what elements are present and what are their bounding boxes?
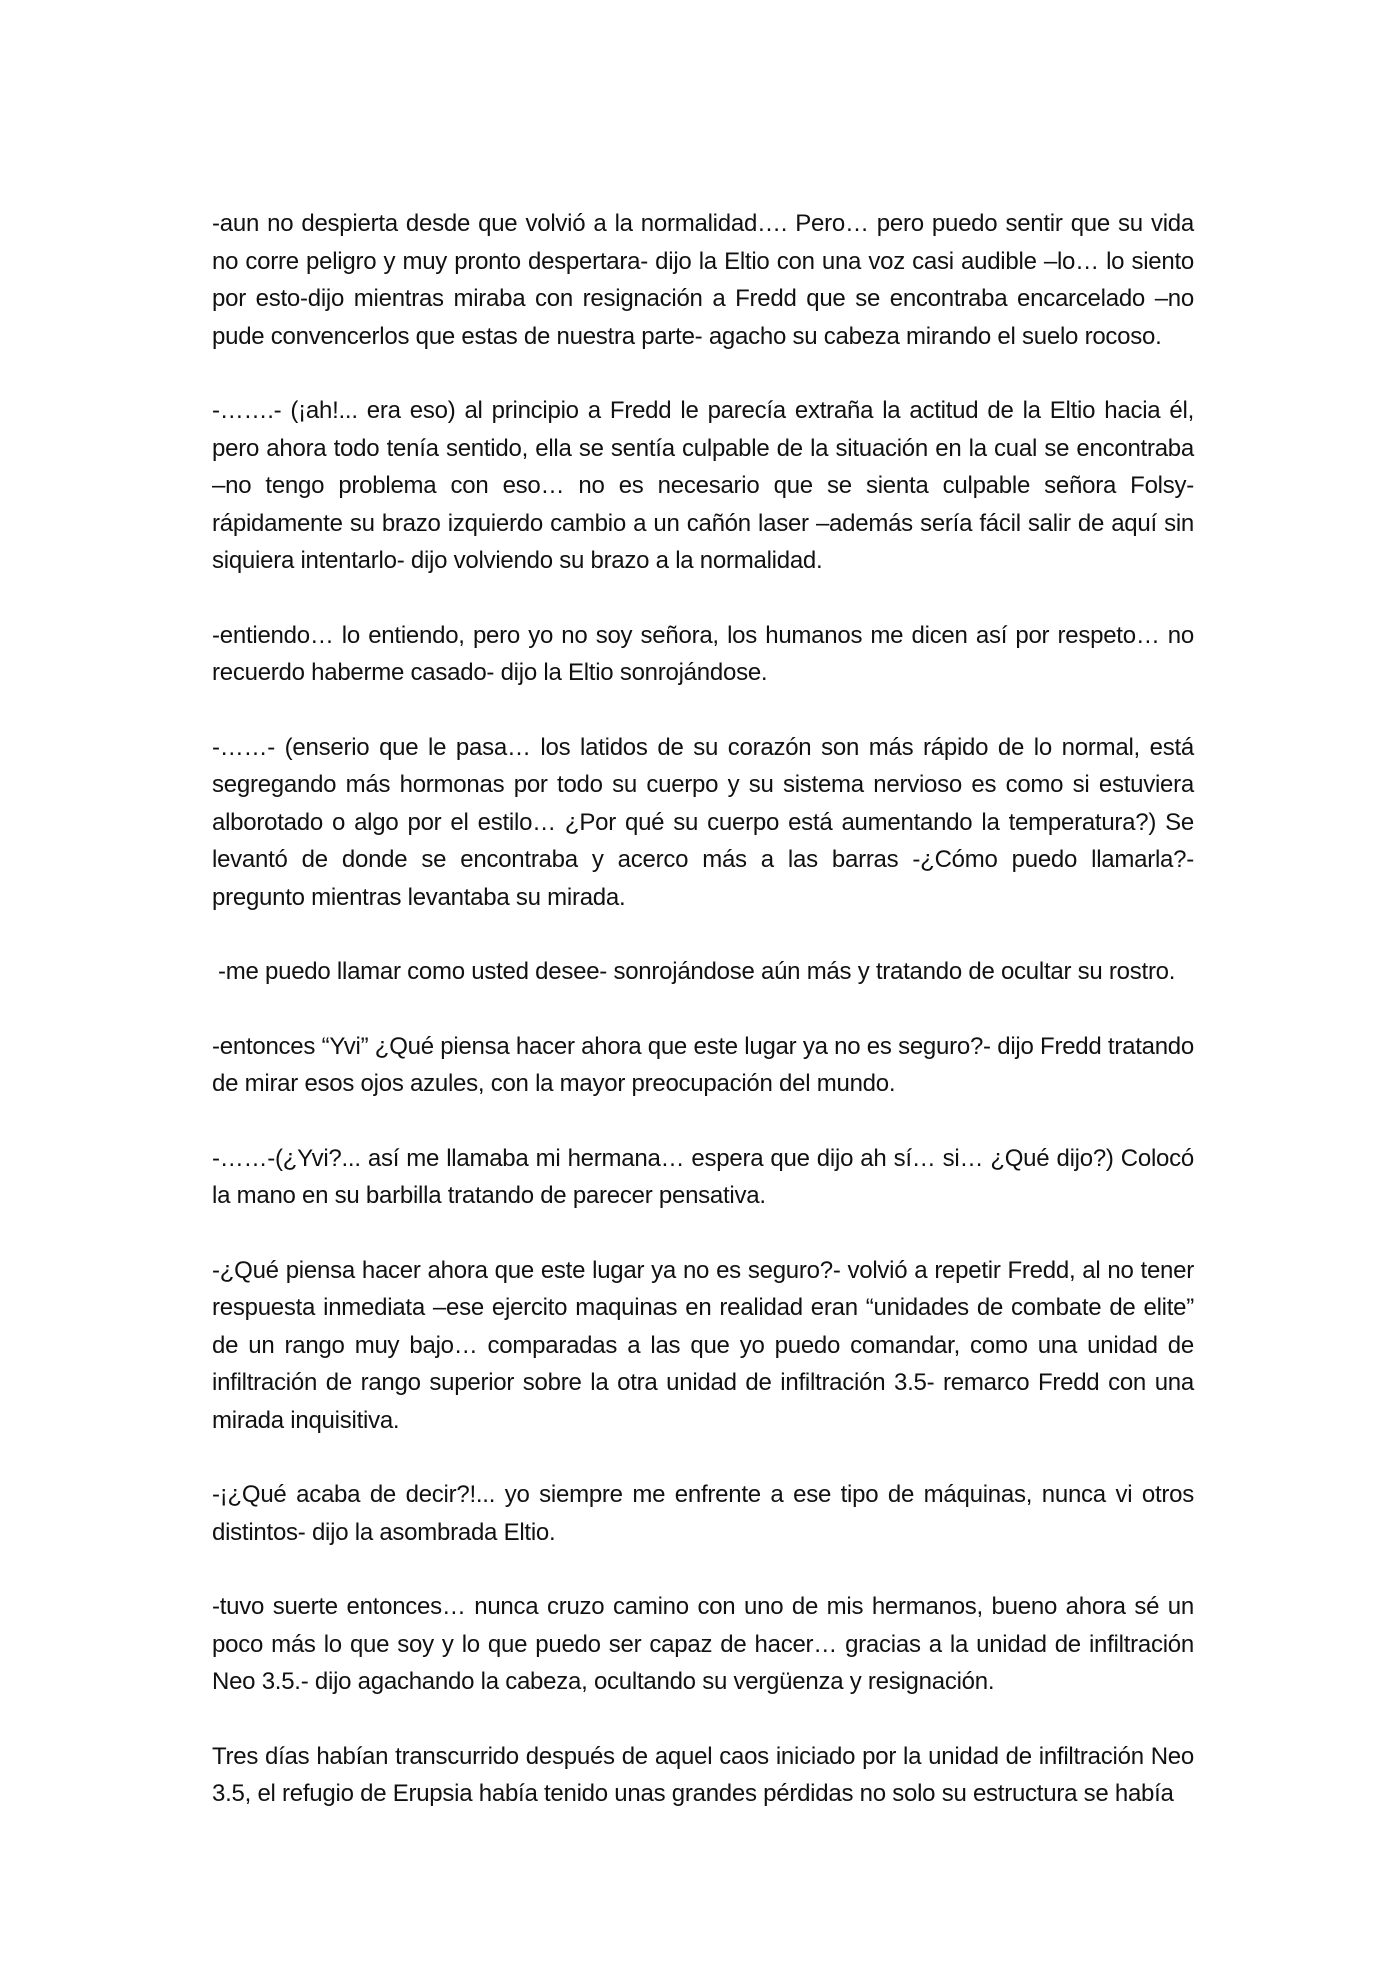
paragraph-6: -entonces “Yvi” ¿Qué piensa hacer ahora que este lugar ya no es seguro?- dijo Fredd tratando de mirar esos ojos azules, con la mayor preocupación del mundo. [212, 1032, 1194, 1097]
paragraph-11: Tres días habían transcurrido después de aquel caos iniciado por la unidad de infiltración Neo 3.5, el refugio de Erupsia había tenido unas grandes pérdidas no solo su estructura se había [212, 1742, 1194, 1807]
paragraph-7: -……-(¿Yvi?... así me llamaba mi hermana… espera que dijo ah sí… si… ¿Qué dijo?) Colocó la mano en su barbilla tratando de parecer pensativa. [212, 1144, 1194, 1209]
paragraph-3: -entiendo… lo entiendo, pero yo no soy señora, los humanos me dicen así por respeto… no recuerdo haberme casado- dijo la Eltio sonrojándose. [212, 621, 1194, 686]
paragraph-4: -……- (enserio que le pasa… los latidos de su corazón son más rápido de lo normal, está segregando más hormonas por todo su cuerpo y su sistema nervioso es como si estuviera alborotado o algo por el estilo… ¿Por qué su cuerpo está aumentando la temperatura?) Se levantó de donde se encontraba y acerco más a las barras -¿Cómo puedo llamarla?- pregunto mientras levantaba su mirada. [212, 733, 1194, 911]
paragraph-10: -tuvo suerte entonces… nunca cruzo camino con uno de mis hermanos, bueno ahora sé un poco más lo que soy y lo que puedo ser capaz de hacer… gracias a la unidad de infiltración Neo 3.5.- dijo agachando la cabeza, ocultando su vergüenza y resignación. [212, 1593, 1194, 1695]
paragraph-1: -aun no despierta desde que volvió a la normalidad…. Pero… pero puedo sentir que su vida no corre peligro y muy pronto despertara- dijo la Eltio con una voz casi audible –lo… lo siento por esto-dijo mientras miraba con resignación a Fredd que se encontraba encarcelado –no pude convencerlos que estas de nuestra parte- agacho su cabeza mirando el suelo rocoso. [212, 210, 1194, 350]
paragraph-8: -¿Qué piensa hacer ahora que este lugar ya no es seguro?- volvió a repetir Fredd, al no tener respuesta inmediata –ese ejercito maquinas en realidad eran “unidades de combate de elite” de un rango muy bajo… comparadas a las que yo puedo comandar, como una unidad de infiltración de rango superior sobre la otra unidad de infiltración 3.5- remarco Fredd con una mirada inquisitiva. [212, 1256, 1194, 1434]
paragraph-9: -¡¿Qué acaba de decir?!... yo siempre me enfrente a ese tipo de máquinas, nunca vi otros distintos- dijo la asombrada Eltio. [212, 1481, 1194, 1546]
document-body [212, 205, 1194, 1850]
paragraph-2: -…….- (¡ah!... era eso) al principio a Fredd le parecía extraña la actitud de la Eltio hacia él, pero ahora todo tenía sentido, ella se sentía culpable de la situación en la cual se encontraba –no tengo problema con eso… no es necesario que se sienta culpable señora Folsy- rápidamente su brazo izquierdo cambio a un cañón laser –además sería fácil salir de aquí sin siquiera intentarlo- dijo volviendo su brazo a la normalidad. [212, 397, 1194, 574]
paragraph-5: -me puedo llamar como usted desee- sonrojándose aún más y tratando de ocultar su rostro. [218, 958, 1176, 985]
